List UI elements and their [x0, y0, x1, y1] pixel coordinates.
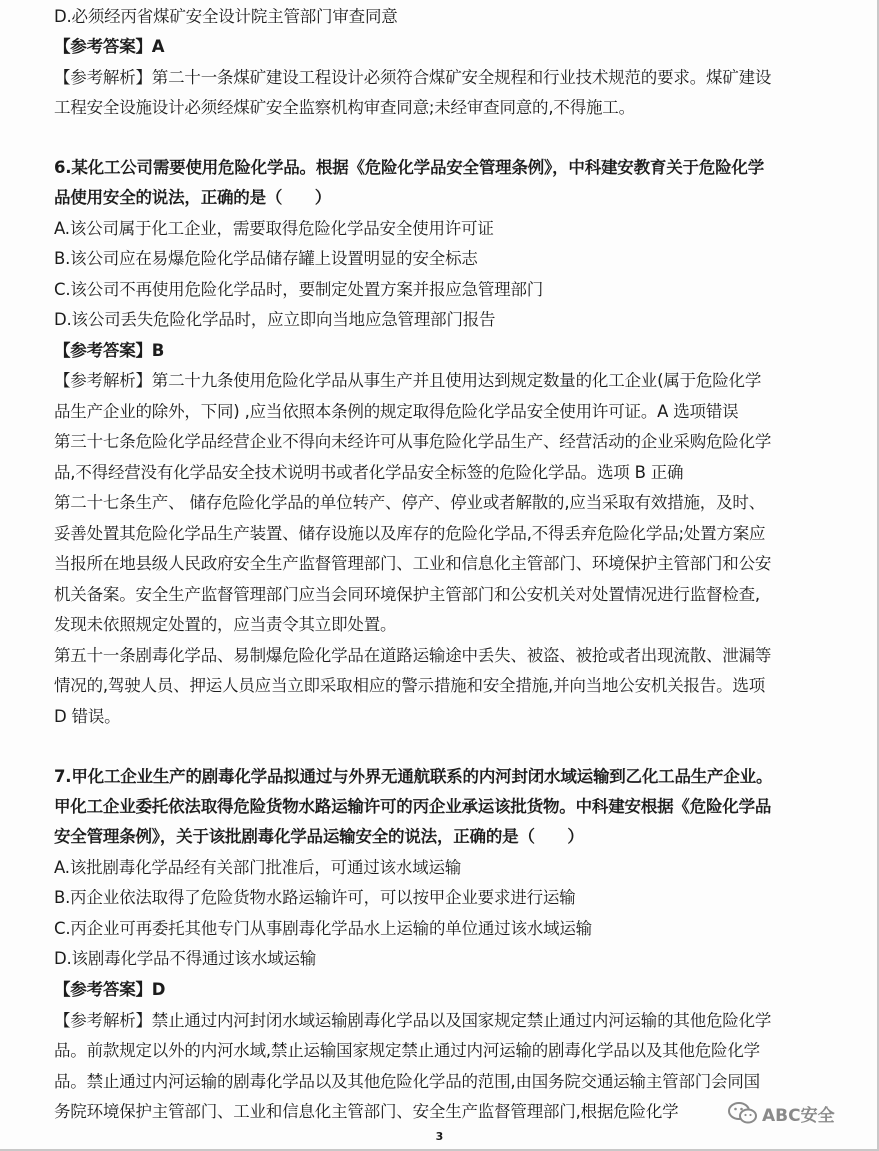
question-7-option-d: D.该剧毒化学品不得通过该水域运输 [54, 949, 317, 968]
explanation-text: 务院环境保护主管部门、工业和信息化主管部门、安全生产监督管理部门,根据危险化学 [54, 1102, 679, 1121]
wechat-icon [728, 1101, 758, 1125]
explanation-text: D 错误。 [54, 707, 121, 726]
watermark-text: ABC安全 [762, 1105, 835, 1126]
explanation-text: 妥善处置其危险化学品生产装置、储存设施以及库存的危险化学品,不得丢弃危险化学品;处置方案应 [54, 524, 766, 543]
explanation-text: 品。前款规定以外的内河水域,禁止运输国家规定禁止通过内河运输的剧毒化学品以及其他危险化学 [54, 1041, 760, 1060]
explanation-text: 【参考解析】第二十九条使用危险化学品从事生产并且使用达到规定数量的化工企业(属于危险化学 [54, 371, 762, 390]
question-7-option-a: A.该批剧毒化学品经有关部门批准后，可通过该水域运输 [54, 858, 462, 877]
page-number: 3 [435, 1130, 444, 1143]
answer-label: 【参考答案】D [54, 980, 166, 999]
question-7-stem: 甲化工企业委托依法取得危险货物水路运输许可的丙企业承运该批货物。中科建安根据《危险化学品 [54, 797, 772, 816]
explanation-text: 机关备案。安全生产监督管理部门应当会同环境保护主管部门和公安机关对处置情况进行监督检查, [54, 585, 760, 604]
question-7-option-b: B.丙企业依法取得了危险货物水路运输许可，可以按甲企业要求进行运输 [54, 888, 576, 907]
question-6-stem: 6.某化工公司需要使用危险化学品。根据《危险化学品安全管理条例》，中科建安教育关于危险化学 [54, 158, 764, 177]
question-6-option-d: D.该公司丢失危险化学品时，应立即向当地应急管理部门报告 [54, 310, 496, 329]
answer-label: 【参考答案】A [54, 37, 165, 56]
watermark [728, 1098, 835, 1128]
explanation-text: 【参考解析】第二十一条煤矿建设工程设计必须符合煤矿安全规程和行业技术规范的要求。煤矿建设 [54, 68, 772, 87]
explanation-text: 品,不得经营没有化学品安全技术说明书或者化学品安全标签的危险化学品。选项 B 正确 [54, 463, 684, 482]
explanation-text: 第三十七条危险化学品经营企业不得向未经许可从事危险化学品生产、经营活动的企业采购危险化学 [54, 432, 772, 451]
explanation-text: 【参考解析】禁止通过内河封闭水域运输剧毒化学品以及国家规定禁止通过内河运输的其他危险化学 [54, 1011, 772, 1030]
explanation-text: 品生产企业的除外，下同) ,应当依照本条例的规定取得危险化学品安全使用许可证。A 选项错误 [54, 402, 739, 421]
question-6-option-b: B.该公司应在易爆危险化学品储存罐上设置明显的安全标志 [54, 249, 478, 268]
explanation-text: 当报所在地县级人民政府安全生产监督管理部门、工业和信息化主管部门、环境保护主管部门和公安 [54, 554, 772, 573]
explanation-text: 品。禁止通过内河运输的剧毒化学品以及其他危险化学品的范围,由国务院交通运输主管部门会同国 [54, 1072, 760, 1091]
option-text: D.必须经丙省煤矿安全设计院主管部门审查同意 [54, 7, 398, 26]
question-7-option-c: C.丙企业可再委托其他专门从事剧毒化学品水上运输的单位通过该水域运输 [54, 919, 592, 938]
question-6-option-a: A.该公司属于化工企业，需要取得危险化学品安全使用许可证 [54, 219, 494, 238]
explanation-text: 情况的,驾驶人员、押运人员应当立即采取相应的警示措施和安全措施,并向当地公安机关报告。选项 [54, 676, 765, 695]
question-6-stem: 品使用安全的说法，正确的是（ ） [54, 188, 332, 207]
question-7-stem: 安全管理条例》，关于该批剧毒化学品运输安全的说法，正确的是（ ） [54, 827, 584, 846]
question-6-option-c: C.该公司不再使用危险化学品时，要制定处置方案并报应急管理部门 [54, 280, 544, 299]
explanation-text: 发现未依照规定处置的，应当责令其立即处置。 [54, 615, 397, 634]
answer-label: 【参考答案】B [54, 341, 165, 360]
question-7-stem: 7.甲化工企业生产的剧毒化学品拟通过与外界无通航联系的内河封闭水域运输到乙化工品生产企业。 [54, 767, 773, 786]
explanation-text: 第五十一条剧毒化学品、易制爆危险化学品在道路运输途中丢失、被盗、被抢或者出现流散、泄漏等 [54, 646, 772, 665]
explanation-text: 第二十七条生产、 储存危险化学品的单位转产、停产、停业或者解散的,应当采取有效措施，及时、 [54, 493, 765, 512]
explanation-text: 工程安全设施设计必须经煤矿安全监察机构审查同意;未经审查同意的,不得施工。 [54, 98, 635, 117]
